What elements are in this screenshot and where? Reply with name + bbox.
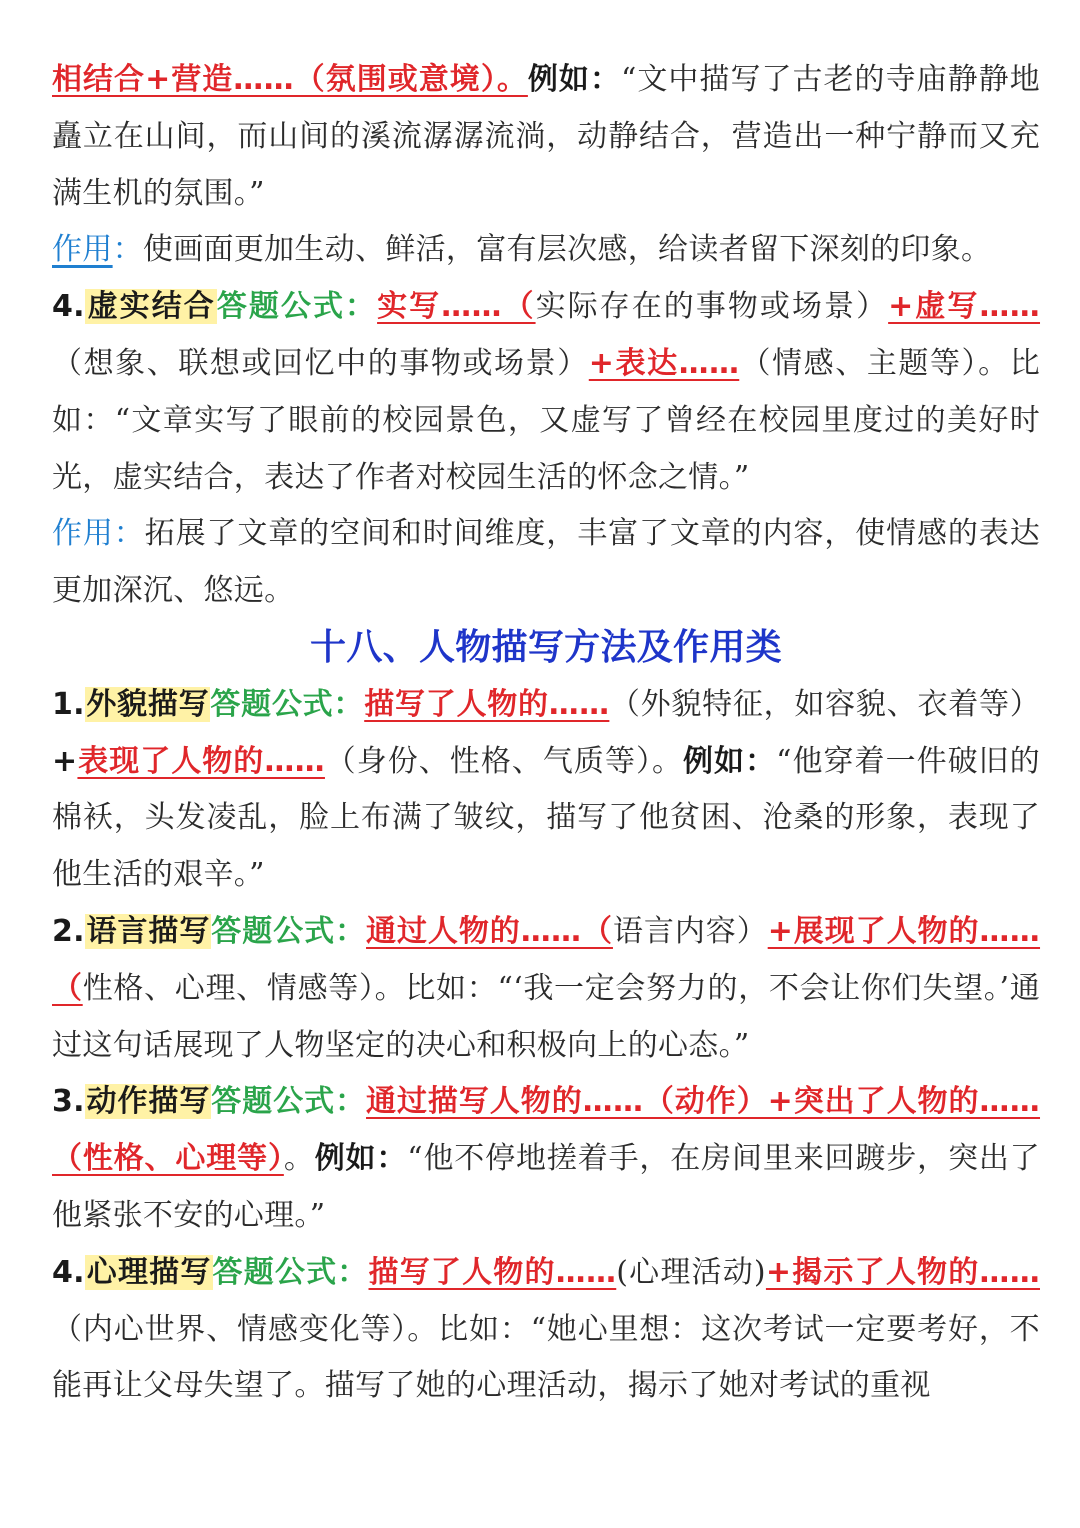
item-title: 语言描写 bbox=[85, 913, 211, 949]
item-title: 外貌描写 bbox=[85, 686, 210, 722]
formula-text: 性格、心理、情感等）。比如：“‘我一定会努力的，不会让你们失望。’通过这句话展现了人物坚定的决心和积极向上的心态。” bbox=[52, 970, 1040, 1063]
example-text: “文中描写了古老的寺庙静静地矗立在山间，而山间的溪流潺潺流淌，动静结合，营造出一种宁静而又充满生机的氛围。” bbox=[52, 62, 1041, 211]
formula-label: 答题公式： bbox=[216, 289, 378, 325]
item-number: 4. bbox=[52, 289, 85, 325]
example-lead: 例如： bbox=[683, 743, 777, 779]
example-lead: 例如： bbox=[314, 1141, 408, 1177]
item-dongzuo-miaoxie bbox=[52, 1074, 1040, 1244]
formula-label: 答题公式： bbox=[212, 1254, 369, 1290]
formula-text: （想象、联想或回忆中的事物或场景） bbox=[52, 345, 589, 381]
item-number: 1. bbox=[52, 686, 85, 722]
formula-label: 答题公式： bbox=[210, 686, 365, 722]
example-text: “他穿着一件破旧的棉袄，头发凌乱，脸上布满了皱纹，描写了他贫困、沧桑的形象，表现了他生活的艰辛。” bbox=[52, 743, 1040, 893]
example-text: “他不停地搓着手，在房间里来回踱步，突出了他紧张不安的心理。” bbox=[52, 1141, 1040, 1233]
formula-part: 通过描写人物的……（动作）+突出了人物的……（性格、心理等） bbox=[52, 1084, 1041, 1177]
item-xinli-miaoxie bbox=[52, 1245, 1040, 1415]
formula-part: 通过人物的……（ bbox=[366, 913, 613, 949]
formula-text: （外貌特征，如容貌、衣着等） bbox=[609, 686, 1041, 722]
item-title: 动作描写 bbox=[85, 1084, 211, 1120]
formula-tail: 相结合+营造……（氛围或意境）。 bbox=[52, 62, 528, 97]
item-yuyan-miaoxie bbox=[52, 904, 1040, 1074]
formula-part: 表现了人物的…… bbox=[77, 743, 325, 779]
section-heading: 十八、人物描写方法及作用类 bbox=[310, 626, 782, 668]
formula-text: （内心世界、情感变化等）。比如：“她心里想：这次考试一定要考好，不能再让父母失望了。描写了她的心理活动，揭示了她对考试的重视 bbox=[52, 1311, 1040, 1404]
effect-paragraph-2 bbox=[52, 506, 1040, 620]
intro-paragraph bbox=[52, 52, 1040, 222]
formula-part: +揭示了人物的…… bbox=[765, 1254, 1040, 1290]
formula-part: +展现了人物的……（ bbox=[52, 913, 1041, 1006]
item-number: 3. bbox=[52, 1084, 85, 1120]
formula-text: 语言内容） bbox=[612, 913, 768, 949]
formula-part: 实写……（ bbox=[377, 289, 536, 325]
effect-text: 使画面更加生动、鲜活，富有层次感，给读者留下深刻的印象。 bbox=[142, 232, 992, 268]
plus-sign: + bbox=[52, 743, 78, 779]
effect-label: 作用： bbox=[52, 516, 145, 552]
effect-paragraph-1 bbox=[52, 222, 1040, 279]
formula-part: +虚写…… bbox=[888, 289, 1041, 325]
effect-label: 作用： bbox=[52, 232, 143, 268]
formula-part: 描写了人物的…… bbox=[364, 686, 610, 722]
item-title: 心理描写 bbox=[85, 1254, 212, 1290]
formula-part: 描写了人物的…… bbox=[368, 1254, 617, 1290]
item-number: 2. bbox=[52, 913, 85, 949]
formula-text: 。 bbox=[283, 1141, 315, 1177]
formula-part: +表达…… bbox=[588, 345, 740, 381]
formula-label: 答题公式： bbox=[211, 913, 367, 949]
item-number: 4. bbox=[52, 1254, 85, 1290]
example-lead: 例如： bbox=[527, 62, 621, 97]
item-xushi-jiehe bbox=[52, 279, 1040, 506]
effect-text: 拓展了文章的空间和时间维度，丰富了文章的内容，使情感的表达更加深沉、悠远。 bbox=[52, 516, 1040, 609]
formula-text: （身份、性格、气质等）。 bbox=[324, 743, 684, 779]
item-waimao-miaoxie bbox=[52, 677, 1040, 904]
formula-text: 实际存在的事物或场景） bbox=[535, 289, 889, 325]
formula-text: (心理活动) bbox=[616, 1254, 766, 1290]
item-title: 虚实结合 bbox=[85, 289, 216, 325]
formula-text: （情感、主题等）。比如：“文章实写了眼前的校园景色，又虚写了曾经在校园里度过的美好时光，虚实结合，表达了作者对校园生活的怀念之情。” bbox=[52, 345, 1040, 495]
formula-label: 答题公式： bbox=[211, 1084, 367, 1120]
